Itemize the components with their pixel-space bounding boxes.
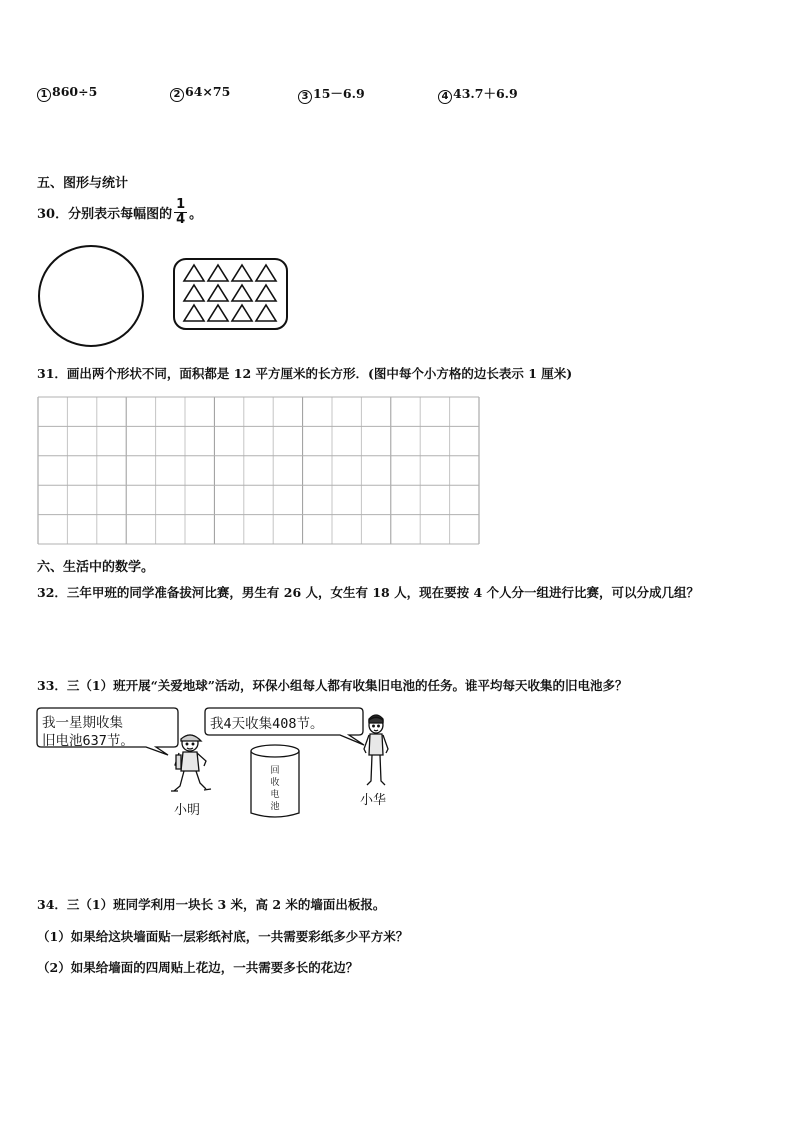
- question-34-part-1: （1）如果给这块墙面贴一层彩纸衬底，一共需要彩纸多少平方米？: [37, 929, 409, 944]
- question-30-prefix: 30．分别表示每幅图的: [37, 206, 173, 222]
- triangle-shape: [208, 285, 228, 301]
- question-30: [37, 194, 202, 230]
- fraction-one-quarter: [174, 198, 187, 227]
- name-xiaoming: 小明: [174, 803, 201, 818]
- triangle-shape: [232, 305, 252, 321]
- question-31: 31．画出两个形状不同，面积都是 12 平方厘米的长方形．(图中每个小方格的边长表示 1 厘米): [37, 366, 573, 381]
- calc-item-2: [170, 84, 230, 102]
- fraction-denominator: 4: [176, 211, 186, 227]
- triangle-shape: [184, 285, 204, 301]
- calc-item-4: [438, 84, 518, 104]
- circled-number-4: 4: [438, 90, 452, 104]
- calc-item-1: [37, 84, 97, 102]
- question-32: 32．三年甲班的同学准备拔河比赛，男生有 26 人，女生有 18 人，现在要按 4 个人分一组进行比赛，可以分成几组？: [37, 585, 699, 600]
- name-xiaohua: 小华: [360, 793, 387, 808]
- circled-number-1: 1: [37, 88, 51, 102]
- triangle-shape: [232, 265, 252, 281]
- bubble-left-line-2: 旧电池637节。: [42, 733, 134, 749]
- triangle-shape: [184, 305, 204, 321]
- section-5-title: 五、图形与统计: [37, 176, 129, 191]
- calc-expression-4: 43.7＋6.9: [453, 86, 518, 101]
- bin-char-3: 电: [270, 790, 280, 800]
- calc-expression-1: 860÷5: [52, 84, 98, 99]
- fraction-numerator: 1: [176, 196, 186, 212]
- bubble-left-line-1: 我一星期收集: [42, 715, 123, 731]
- triangle-shape: [184, 265, 204, 281]
- triangle-shape: [208, 305, 228, 321]
- bin-char-4: 池: [270, 802, 280, 812]
- calc-expression-3: 15－6.9: [313, 86, 365, 101]
- circled-number-2: 2: [170, 88, 184, 102]
- triangles-figure: [172, 257, 290, 332]
- section-6-title: 六、生活中的数学。: [37, 560, 155, 575]
- question-34: 34．三（1）班同学利用一块长 3 米，高 2 米的墙面出板报。: [37, 897, 386, 912]
- triangle-shape: [256, 305, 276, 321]
- calc-item-3: [298, 84, 365, 104]
- triangle-shape: [256, 285, 276, 301]
- triangle-shape: [256, 265, 276, 281]
- child-xiaohua-figure: [358, 713, 394, 791]
- circle-figure: [36, 243, 148, 349]
- bubble-right-text: 我4天收集408节。: [210, 716, 324, 732]
- question-33: 33．三（1）班开展“关爱地球”活动，环保小组每人都有收集旧电池的任务。谁平均每天收集的旧电池多？: [37, 678, 628, 693]
- question-34-part-2: （2）如果给墙面的四周贴上花边，一共需要多长的花边？: [37, 960, 359, 975]
- bin-char-2: 收: [270, 778, 280, 788]
- q33-illustration: [36, 705, 416, 825]
- calc-expression-2: 64×75: [185, 84, 231, 99]
- triangle-shape: [232, 285, 252, 301]
- question-30-suffix: 。: [189, 206, 203, 222]
- bin-char-1: 回: [270, 766, 280, 776]
- circled-number-3: 3: [298, 90, 312, 104]
- square-grid[interactable]: [37, 396, 480, 545]
- recycle-bin-label: [269, 765, 281, 813]
- triangle-shape: [208, 265, 228, 281]
